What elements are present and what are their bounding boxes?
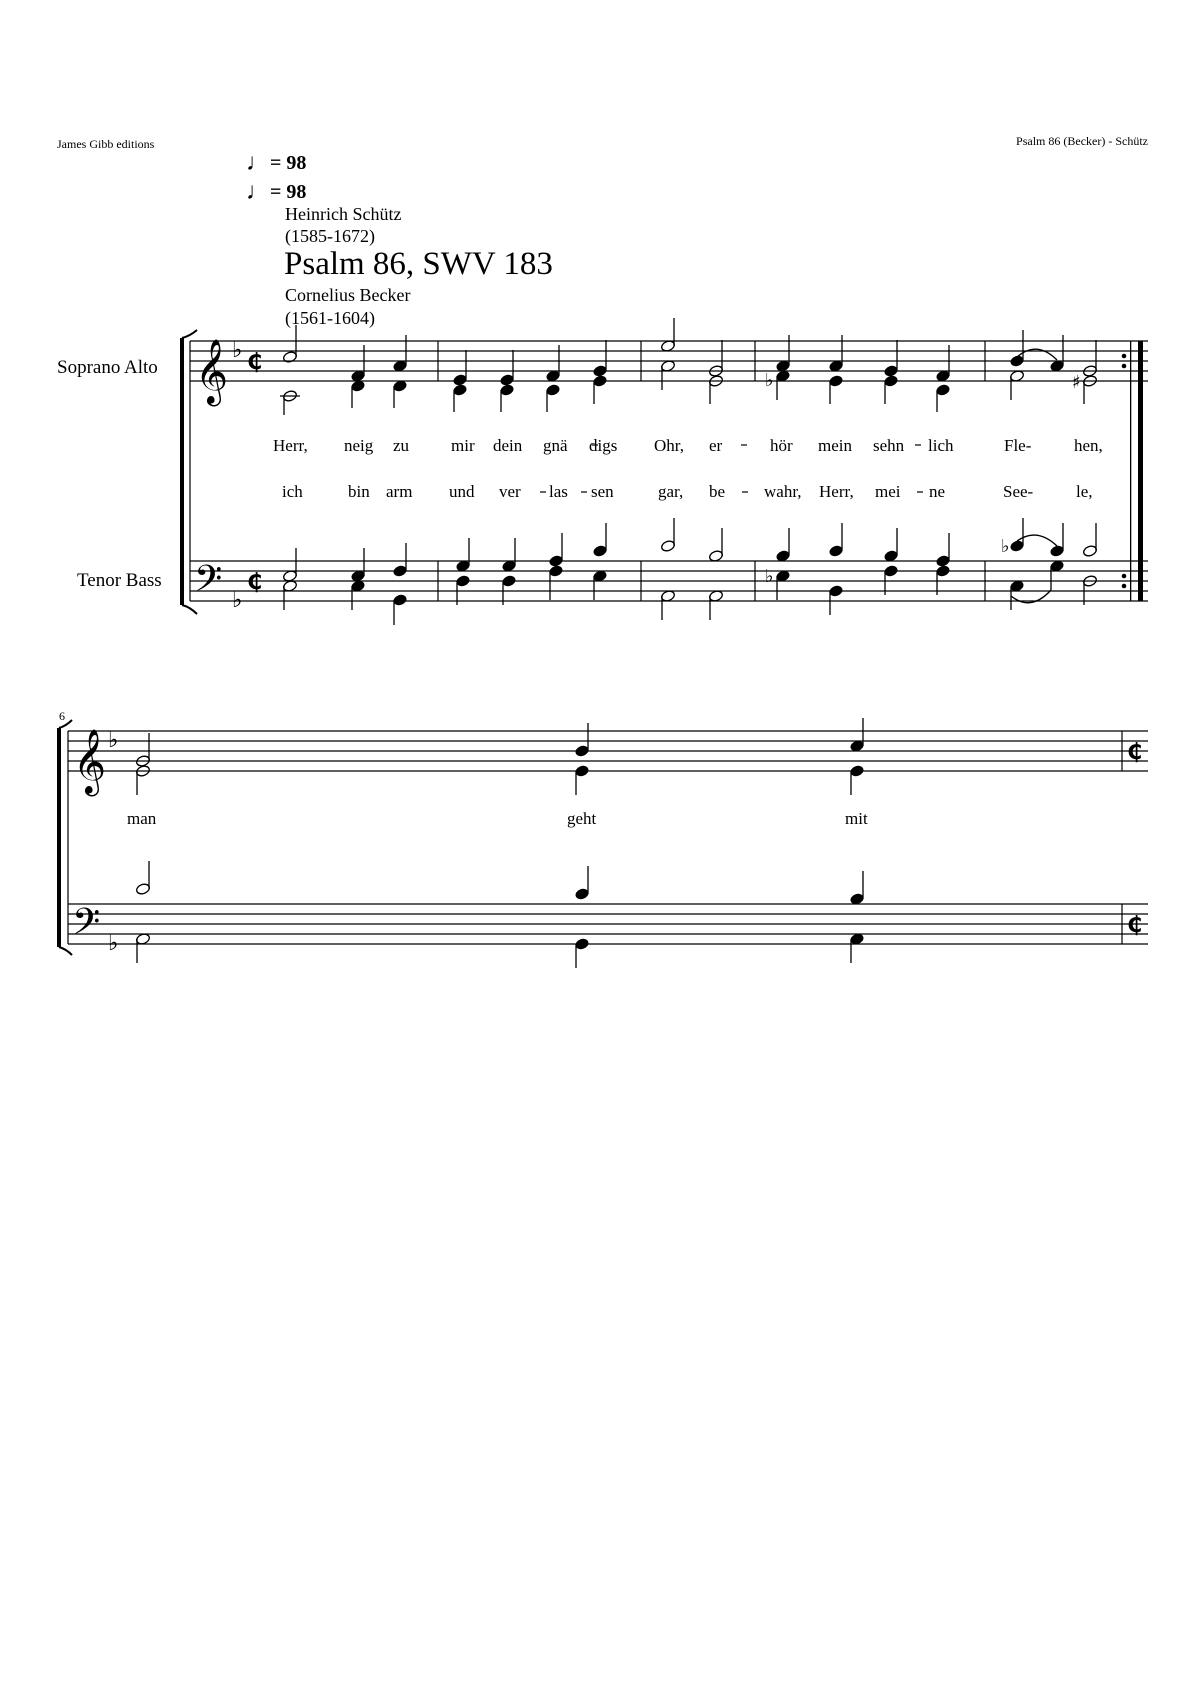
lyric-syllable: Herr, <box>273 436 308 455</box>
poet-name: Cornelius Becker <box>285 285 411 305</box>
lyric-syllable: zu <box>393 436 410 455</box>
measure-number: 6 <box>59 709 65 723</box>
cut-time-icon: ₵ <box>1127 913 1143 938</box>
lyric-syllable: neig <box>344 436 374 455</box>
lyric-syllable: arm <box>386 482 413 501</box>
lyric-syllable: mei <box>875 482 901 501</box>
instrument-label-lower: Tenor Bass <box>77 570 162 591</box>
quarter-note-icon: ♩ <box>246 150 270 176</box>
publisher-label: James Gibb editions <box>57 137 155 151</box>
lyric-syllable: ver <box>499 482 521 501</box>
tempo-mark-2: ♩= 98 <box>246 179 307 205</box>
lyric-syllable: ne <box>929 482 946 501</box>
flat-icon: ♭ <box>1001 536 1010 557</box>
flat-icon: ♭ <box>765 566 774 587</box>
lyric-syllable: ich <box>282 482 303 501</box>
lyric-syllable: er <box>709 436 723 455</box>
flat-icon: ♭ <box>232 588 243 613</box>
sharp-icon: ♯ <box>1072 372 1081 393</box>
composer-name: Heinrich Schütz <box>285 204 402 224</box>
lyric-syllable: Ohr, <box>654 436 685 455</box>
lyric-syllable: bin <box>348 482 370 501</box>
cut-time-icon: ₵ <box>1127 740 1143 765</box>
lyric-syllable: digs <box>589 436 618 455</box>
treble-clef-icon: 𝄞 <box>73 729 107 794</box>
lyric-syllable: gar, <box>658 482 684 501</box>
lyric-syllable: Herr, <box>819 482 854 501</box>
page-title: Psalm 86, SWV 183 <box>284 246 553 282</box>
lyric-syllable: be <box>709 482 726 501</box>
notes <box>135 318 1097 968</box>
flat-icon: ♭ <box>108 728 119 753</box>
cut-time-icon: ₵ <box>247 350 263 375</box>
instrument-label-upper: Soprano Alto <box>57 357 158 378</box>
lyric-syllable: wahr, <box>764 482 802 501</box>
bass-staff-system2 <box>68 904 1148 944</box>
lyric-syllable: hen, <box>1074 436 1103 455</box>
cut-time-icon: ₵ <box>247 570 263 595</box>
lyric-syllable: mir <box>451 436 475 455</box>
lyric-syllable: las <box>549 482 568 501</box>
bass-clef-icon: 𝄢 <box>194 558 223 609</box>
bass-staff-system1 <box>190 561 1148 601</box>
lyric-syllable: geht <box>567 809 597 828</box>
lyric-syllable: mein <box>818 436 852 455</box>
flat-icon: ♭ <box>232 338 243 363</box>
lyric-syllable: le, <box>1076 482 1093 501</box>
bass-clef-icon: 𝄢 <box>72 901 101 952</box>
choir-bracket <box>57 330 197 955</box>
lyric-syllable: mit <box>845 809 868 828</box>
lyric-syllable: sehn <box>873 436 905 455</box>
treble-clef-icon: 𝄞 <box>195 339 229 404</box>
lyric-syllable: sen <box>591 482 614 501</box>
treble-staff-system2 <box>68 731 1148 771</box>
lyric-syllable: hör <box>770 436 793 455</box>
repeat-barline <box>1122 341 1143 601</box>
running-title: Psalm 86 (Becker) - Schütz <box>1016 134 1148 148</box>
lyric-syllable: und <box>449 482 475 501</box>
lyric-syllable: man <box>127 809 157 828</box>
composer-dates: (1585-1672) <box>285 226 375 246</box>
tempo-mark-1: ♩= 98 <box>246 150 307 176</box>
quarter-note-icon: ♩ <box>246 179 270 205</box>
lyric-syllable: dein <box>493 436 523 455</box>
flat-icon: ♭ <box>765 370 774 391</box>
lyric-syllable: See- <box>1003 482 1034 501</box>
lyric-syllable: Fle- <box>1004 436 1032 455</box>
lyric-syllable: lich <box>928 436 954 455</box>
flat-icon: ♭ <box>108 931 119 956</box>
lyric-syllable: gnä <box>543 436 568 455</box>
poet-dates: (1561-1604) <box>285 308 375 328</box>
